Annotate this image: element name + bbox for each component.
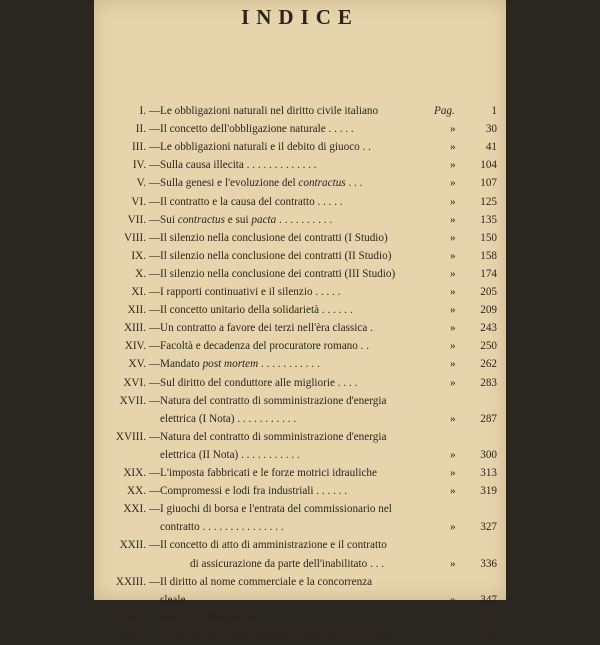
page-title: INDICE	[241, 5, 359, 29]
entry-italic-part: e sui	[224, 213, 252, 226]
entry-number: VI.	[131, 195, 146, 208]
entry-dash: —	[149, 503, 161, 516]
entry-title: elettrica (I Nota) . . . . . . . . . . .	[160, 412, 297, 425]
entry-dash: —	[149, 322, 161, 335]
entry-title: Il concetto unitario della solidarietà . . . . . .	[160, 304, 353, 317]
toc-row	[94, 138, 506, 156]
entry-dash: —	[149, 394, 161, 407]
entry-title: Il contratto e la causa del contratto . . . . .	[160, 195, 343, 208]
entry-dash: —	[149, 304, 161, 317]
toc-row	[94, 265, 506, 283]
toc-row	[94, 247, 506, 265]
entry-title: Sulla causa illecita . . . . . . . . . . . . .	[160, 159, 317, 172]
entry-number: III.	[132, 141, 146, 154]
entry-page-number: 30	[485, 123, 497, 136]
ditto-mark: »	[450, 195, 456, 208]
entry-title: Un contratto a favore dei terzi nell'èra classica .	[160, 322, 373, 335]
entry-title: elettrica (II Nota) . . . . . . . . . . .	[160, 448, 300, 461]
entry-dash: —	[149, 629, 161, 642]
toc-row	[94, 573, 506, 591]
toc-row	[94, 156, 506, 174]
entry-dash: —	[149, 195, 161, 208]
ditto-mark: »	[450, 611, 456, 624]
ditto-mark: »	[450, 322, 456, 335]
entry-dash: —	[149, 141, 161, 154]
entry-page-number: 135	[480, 213, 497, 226]
toc-row	[94, 446, 506, 464]
entry-title: Sulla genesi e l'evoluzione del contractus . . .	[160, 177, 363, 190]
ditto-mark: »	[450, 521, 456, 534]
entry-number: VIII.	[123, 231, 146, 244]
ditto-mark: »	[450, 629, 456, 642]
entry-title: I rapporti continuativi e il silenzio . . . . .	[160, 286, 341, 298]
entry-dash: —	[149, 286, 161, 298]
entry-title: Compromessi e lodi fra industriali . . . . . .	[160, 485, 348, 498]
toc-row	[94, 337, 506, 355]
toc-row	[94, 229, 506, 247]
toc-row	[94, 174, 506, 192]
ditto-mark: »	[450, 557, 456, 570]
ditto-mark: »	[450, 376, 456, 389]
entry-title: L'imposta fabbricati e le forze motrici idrauliche	[160, 467, 377, 479]
ditto-mark: »	[450, 286, 456, 298]
entry-number: XI.	[131, 286, 146, 298]
ditto-mark: »	[450, 340, 456, 353]
toc-row	[94, 555, 506, 573]
toc-row	[94, 102, 506, 120]
entry-title: Sul diritto del conduttore alle migliorie . . . .	[160, 376, 358, 389]
toc-row	[94, 193, 506, 211]
entry-number: XXII.	[119, 539, 146, 552]
entry-title: Il diritto al nome commerciale e la concorrenza	[160, 575, 373, 588]
entry-title: Sui contractus e sui pacta . . . . . . . . . .	[160, 213, 333, 226]
entry-dash: —	[149, 467, 161, 479]
entry-page-number: 174	[480, 267, 497, 280]
entry-page-number: 104	[480, 159, 497, 172]
toc-row	[94, 428, 506, 446]
toc-row	[94, 283, 506, 301]
entry-number: IV.	[132, 159, 146, 172]
entry-dash: —	[149, 340, 161, 353]
entry-page-number: 336	[480, 557, 497, 570]
entry-page-number: 262	[480, 358, 497, 371]
entry-number: XVI.	[123, 376, 146, 389]
ditto-mark: »	[450, 213, 456, 226]
entry-number: XV.	[128, 358, 146, 371]
entry-number: XXV.	[120, 629, 146, 642]
entry-page-number: 313	[480, 467, 497, 479]
entry-dash: —	[149, 105, 161, 117]
toc-row	[94, 536, 506, 554]
entry-title: Mandato post mortem . . . . . . . . . . .	[160, 358, 320, 371]
entry-title: Le obbligazioni naturali nel diritto civile italiano	[160, 105, 379, 117]
entry-number: IX.	[131, 249, 146, 262]
ditto-mark: »	[450, 358, 456, 371]
toc-row	[94, 609, 506, 627]
entry-number: XIV.	[124, 340, 146, 353]
entry-page-number: 283	[480, 376, 497, 389]
ditto-mark: »	[450, 141, 456, 154]
entry-page-number: 41	[485, 141, 497, 154]
entry-page-number: 287	[480, 412, 497, 425]
ditto-mark: »	[450, 123, 456, 136]
entry-number: XII.	[127, 304, 146, 317]
entry-title: Il silenzio nella conclusione dei contratti (III Studio)	[160, 267, 396, 280]
entry-number: VII.	[127, 213, 146, 226]
entry-title: Servitù e obbligazione . . . . . . . . . . .	[160, 611, 323, 624]
entry-dash: —	[149, 213, 161, 226]
toc-row	[94, 410, 506, 428]
toc-row	[94, 211, 506, 229]
toc-row	[94, 301, 506, 319]
entry-dash: —	[149, 249, 161, 262]
ditto-mark: »	[450, 249, 456, 262]
entry-page-number: 209	[480, 304, 497, 317]
ditto-mark: »	[450, 159, 456, 172]
entry-dash: —	[149, 123, 161, 136]
entry-page-number: 243	[480, 322, 497, 335]
toc-row	[94, 374, 506, 392]
entry-number: XVII.	[119, 394, 146, 407]
toc-row	[94, 355, 506, 373]
entry-number: X.	[135, 267, 146, 280]
ditto-mark: »	[450, 448, 456, 461]
entry-dash: —	[149, 231, 161, 244]
entry-page-number: 1	[491, 105, 497, 117]
entry-number: XXI.	[123, 503, 146, 516]
entry-number: V.	[136, 177, 146, 190]
entry-dash: —	[149, 267, 161, 280]
entry-title: Natura del contratto di somministrazione d'energia	[160, 394, 387, 407]
entry-page-number: 107	[480, 177, 497, 190]
ditto-mark: »	[450, 267, 456, 280]
ditto-mark: »	[450, 177, 456, 190]
entry-italic: contractus	[298, 177, 346, 190]
entry-number: XIII.	[123, 322, 146, 335]
entry-italic: post mortem	[202, 358, 259, 371]
entry-page-number: 250	[480, 340, 497, 353]
entry-page-number: 319	[480, 485, 497, 498]
entry-title: Natura del contratto di somministrazione d'energia	[160, 430, 387, 443]
entry-number: II.	[135, 123, 146, 136]
pag-label: Pag.	[434, 105, 455, 117]
toc-row	[94, 120, 506, 138]
entry-leader: . . . . . . . . . .	[276, 213, 333, 226]
entry-italic-part: pacta	[251, 213, 277, 226]
entry-dash: —	[149, 611, 161, 624]
ditto-mark: »	[450, 412, 456, 425]
entry-number: I.	[139, 105, 146, 117]
entry-leader: . . .	[345, 177, 363, 190]
entry-number: XXIII.	[115, 575, 146, 588]
entry-page-number: 355	[480, 611, 497, 624]
entry-dash: —	[149, 358, 161, 371]
entry-dash: —	[149, 177, 161, 190]
entry-number: XVIII.	[115, 430, 146, 443]
ditto-mark: »	[450, 467, 456, 479]
toc-row	[94, 518, 506, 536]
entry-dash: —	[149, 430, 161, 443]
entry-dash: —	[149, 159, 161, 172]
entry-italic-part: contractus	[177, 213, 225, 226]
entry-leader: . . . . . . . . . . .	[258, 358, 320, 371]
entry-title: di assicurazione da parte dell'inabilitato . . .	[190, 557, 385, 570]
entry-dash: —	[149, 539, 161, 552]
entry-page-number: 125	[480, 195, 497, 208]
ditto-mark: »	[450, 593, 456, 606]
ditto-mark: »	[450, 231, 456, 244]
entry-dash: —	[149, 376, 161, 389]
entry-number: XXIV.	[116, 611, 146, 624]
entry-title: Il concetto dell'obbligazione naturale . . . . .	[160, 123, 354, 136]
toc-row	[94, 319, 506, 337]
entry-page-number: 205	[480, 286, 497, 298]
toc-row	[94, 482, 506, 500]
ditto-mark: »	[450, 485, 456, 498]
entry-number: XIX.	[123, 467, 146, 479]
toc-row	[94, 464, 506, 482]
entry-number: XX.	[127, 485, 146, 498]
entry-page-number: 327	[480, 521, 497, 534]
ditto-mark: »	[450, 304, 456, 317]
entry-page-number: 300	[480, 448, 497, 461]
entry-title: Facoltà e decadenza del procuratore romano . .	[160, 340, 370, 353]
entry-title: La solidarietà classica delle obbligazioni indivisibili	[160, 629, 394, 642]
entry-page-number: 158	[480, 249, 497, 262]
toc-row	[94, 500, 506, 518]
entry-title: Il concetto di atto di amministrazione e il contratto	[160, 539, 387, 552]
entry-title: Il silenzio nella conclusione dei contratti (I Studio)	[160, 231, 388, 244]
entry-dash: —	[149, 575, 161, 588]
entry-title: Le obbligazioni naturali e il debito di giuoco . .	[160, 141, 371, 154]
toc-row	[94, 392, 506, 410]
entry-dash: —	[149, 485, 161, 498]
entry-title: sleale . . . . . . . . . . . . . . . . .	[160, 593, 281, 606]
entry-page-number: 150	[480, 231, 497, 244]
entry-page-number: 368	[480, 629, 497, 642]
entry-title: contratto . . . . . . . . . . . . . . .	[160, 521, 284, 534]
entry-page-number: 347	[480, 593, 497, 606]
entry-title: Il silenzio nella conclusione dei contratti (II Studio)	[160, 249, 392, 262]
book-page	[94, 0, 506, 642]
entry-title: I giuochi di borsa e l'entrata del commissionario nel	[160, 503, 392, 516]
toc-row	[94, 627, 506, 645]
